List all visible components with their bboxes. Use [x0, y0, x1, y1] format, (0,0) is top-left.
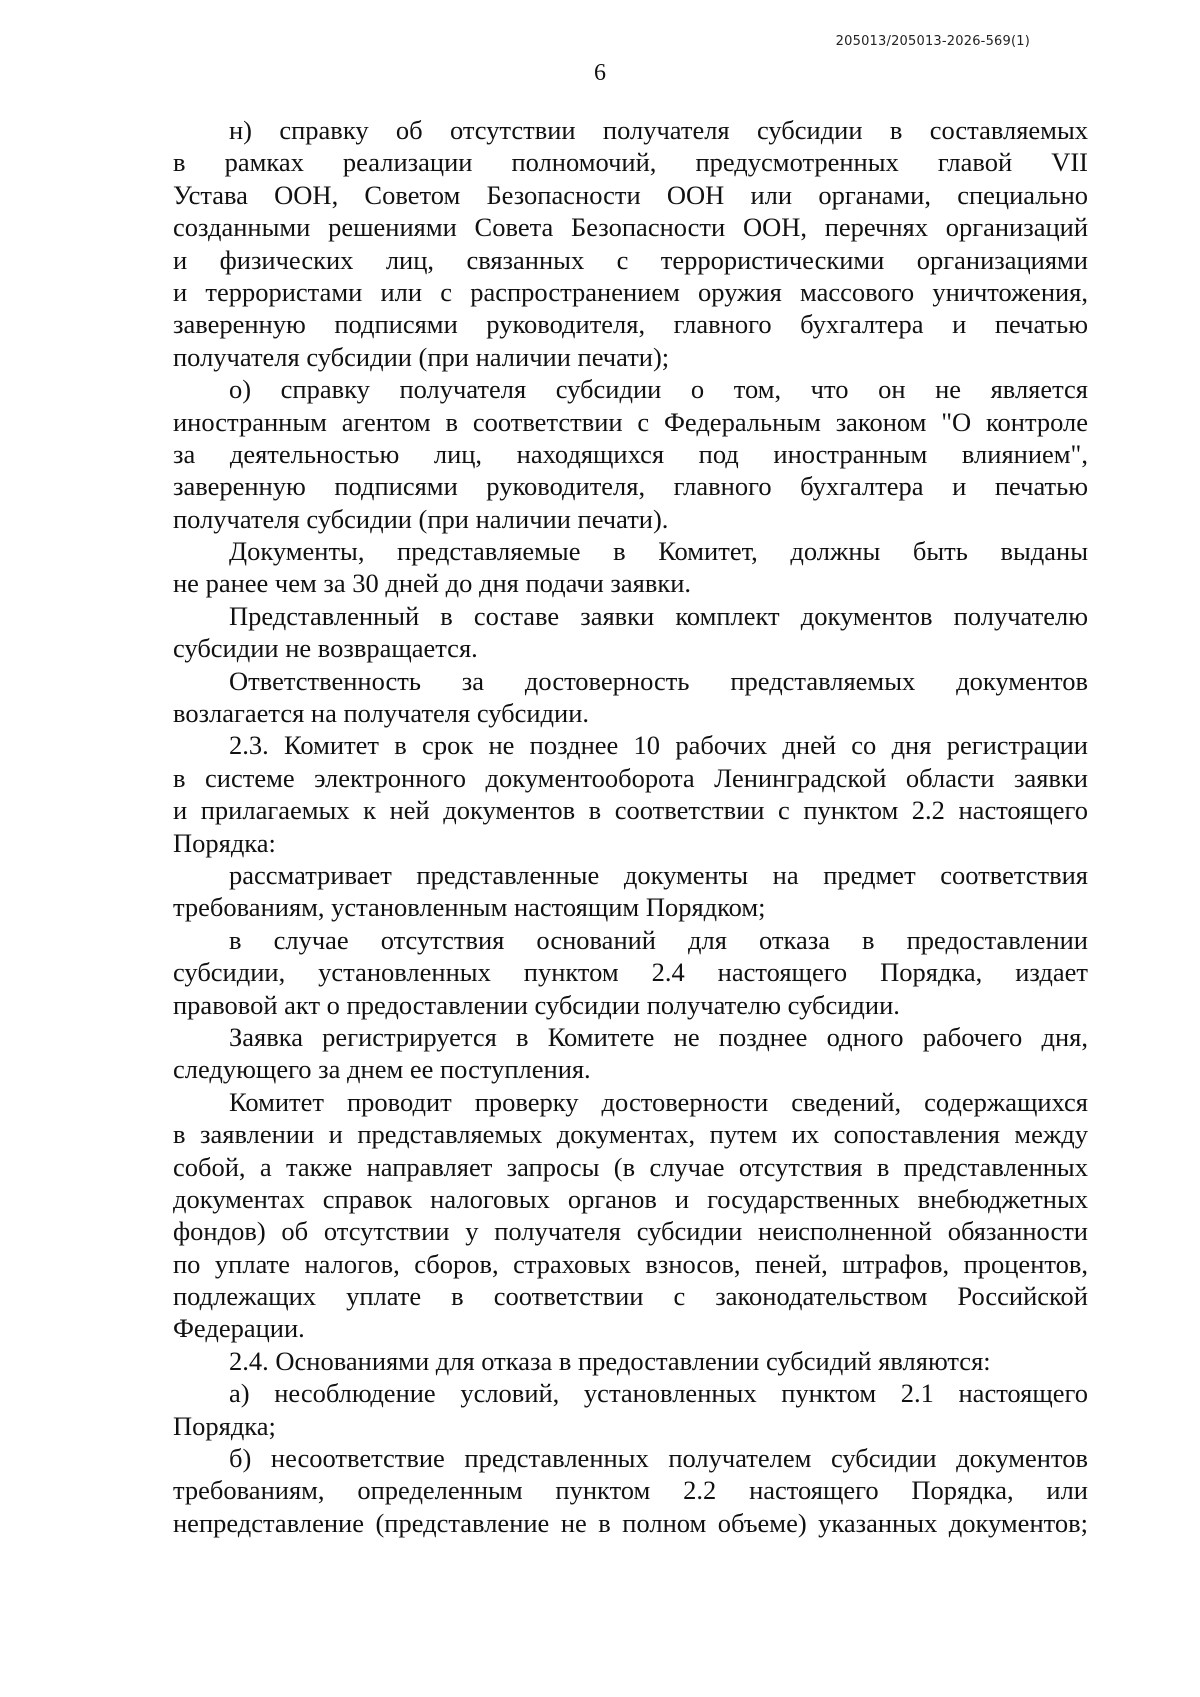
text-line: документах справок налоговых органов и государственных внебюджетных	[173, 1183, 1088, 1214]
text-line: Федерации.	[173, 1313, 305, 1344]
text-line: в случае отсутствия оснований для отказа в предоставлении	[229, 924, 1088, 955]
paragraph	[173, 924, 1088, 1021]
text-line: заверенную подписями руководителя, главного бухгалтера и печатью	[173, 309, 1088, 340]
text-line: возлагается на получателя субсидии.	[173, 698, 590, 729]
text-line: Документы, представляемые в Комитет, должны быть выданы	[229, 536, 1088, 567]
text-line: Заявка регистрируется в Комитете не позднее одного рабочего дня,	[229, 1021, 1088, 1052]
paragraph	[173, 114, 1088, 373]
text-line: следующего за днем ее поступления.	[173, 1054, 591, 1085]
text-line: Порядка:	[173, 827, 276, 858]
paragraph	[173, 1345, 1088, 1377]
page-number: 6	[594, 60, 606, 86]
text-line: Комитет проводит проверку достоверности сведений, содержащихся	[229, 1086, 1088, 1117]
text-line: непредставление (представление не в полном объеме) указанных документов;	[173, 1507, 1088, 1538]
text-line: рассматривает представленные документы на предмет соответствия	[229, 859, 1088, 890]
text-line: созданными решениями Совета Безопасности ООН, перечнях организаций	[173, 212, 1088, 243]
text-line: о) справку получателя субсидии о том, что он не является	[229, 374, 1088, 405]
text-line: в заявлении и представляемых документах, путем их сопоставления между	[173, 1119, 1088, 1150]
text-line: требованиям, установленным настоящим Порядком;	[173, 892, 766, 923]
paragraph	[173, 1377, 1088, 1442]
paragraph	[173, 1021, 1088, 1086]
text-line: б) несоответствие представленных получателем субсидии документов	[229, 1443, 1088, 1474]
paragraph	[173, 665, 1088, 730]
paragraph	[173, 729, 1088, 859]
text-line: правовой акт о предоставлении субсидии получателю субсидии.	[173, 989, 900, 1020]
text-line: 2.3. Комитет в срок не позднее 10 рабочих дней со дня регистрации	[229, 730, 1088, 761]
text-line: за деятельностью лиц, находящихся под иностранным влиянием",	[173, 438, 1088, 469]
paragraph	[173, 1442, 1088, 1539]
text-line: собой, а также направляет запросы (в случае отсутствия в представленных	[173, 1151, 1088, 1182]
paragraph	[173, 535, 1088, 600]
text-line: и террористами или с распространением оружия массового уничтожения,	[173, 276, 1088, 307]
text-line: в рамках реализации полномочий, предусмотренных главой VII	[173, 147, 1088, 178]
text-line: иностранным агентом в соответствии с Федеральным законом "О контроле	[173, 406, 1088, 437]
text-line: не ранее чем за 30 дней до дня подачи заявки.	[173, 568, 692, 599]
text-line: фондов) об отсутствии у получателя субсидии неисполненной обязанности	[173, 1216, 1088, 1247]
paragraph	[173, 600, 1088, 665]
text-line: Представленный в составе заявки комплект документов получателю	[229, 600, 1088, 631]
text-line: 2.4. Основаниями для отказа в предоставлении субсидий являются:	[229, 1345, 991, 1376]
text-line: заверенную подписями руководителя, главного бухгалтера и печатью	[173, 471, 1088, 502]
paragraph	[173, 1086, 1088, 1345]
text-line: и прилагаемых к ней документов в соответствии с пунктом 2.2 настоящего	[173, 795, 1088, 826]
text-line: а) несоблюдение условий, установленных пунктом 2.1 настоящего	[229, 1378, 1088, 1409]
text-line: н) справку об отсутствии получателя субсидии в составляемых	[229, 115, 1088, 145]
paragraph	[173, 859, 1088, 924]
text-line: Порядка;	[173, 1410, 276, 1441]
document-body	[173, 114, 1088, 1539]
text-line: Устава ООН, Советом Безопасности ООН или органами, специально	[173, 179, 1088, 210]
text-line: требованиям, определенным пунктом 2.2 настоящего Порядка, или	[173, 1475, 1088, 1506]
paragraph	[173, 373, 1088, 535]
text-line: получателя субсидии (при наличии печати);	[173, 341, 670, 372]
text-line: по уплате налогов, сборов, страховых взносов, пеней, штрафов, процентов,	[173, 1248, 1088, 1279]
text-line: подлежащих уплате в соответствии с законодательством Российской	[173, 1281, 1088, 1312]
text-line: субсидии не возвращается.	[173, 633, 478, 664]
text-line: Ответственность за достоверность представляемых документов	[229, 665, 1088, 696]
text-line: субсидии, установленных пунктом 2.4 настоящего Порядка, издает	[173, 957, 1088, 988]
text-line: в системе электронного документооборота Ленинградской области заявки	[173, 762, 1088, 793]
text-line: получателя субсидии (при наличии печати).	[173, 503, 669, 534]
text-line: и физических лиц, связанных с террористическими организациями	[173, 244, 1088, 275]
document-registration-code: 205013/205013-2026-569(1)	[835, 34, 1030, 49]
